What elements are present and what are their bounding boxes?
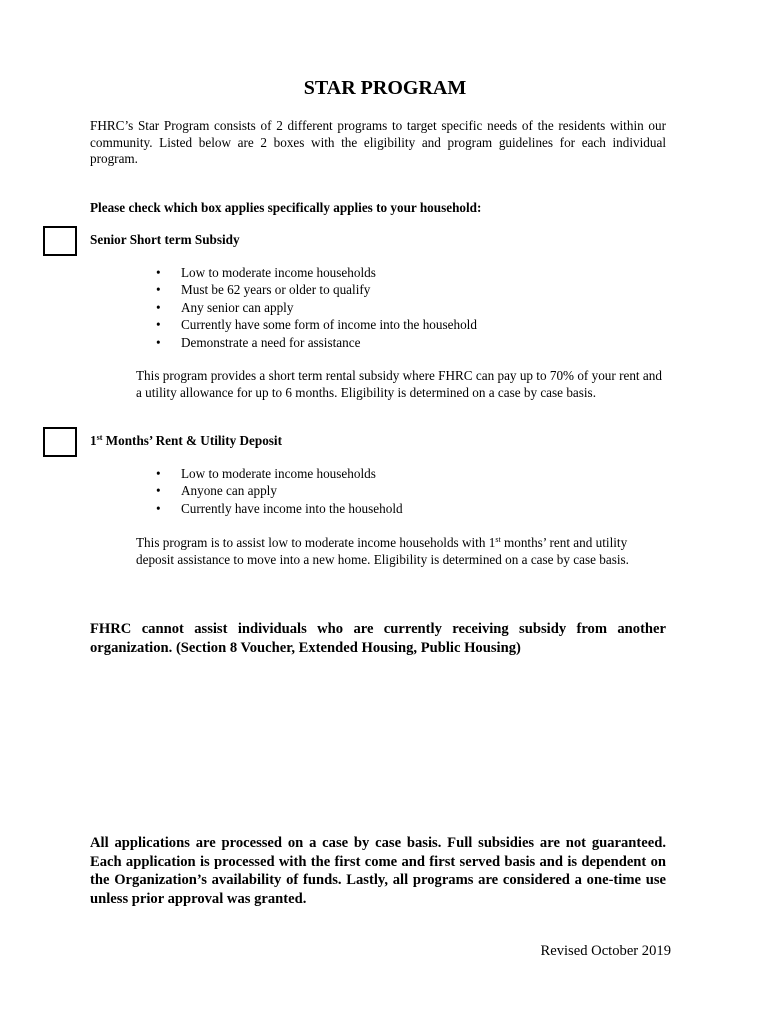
list-item: • Currently have some form of income into the household xyxy=(156,316,477,333)
list-item: • Must be 62 years or older to qualify xyxy=(156,281,477,298)
list-item: • Currently have income into the household xyxy=(156,500,403,517)
list-item: • Low to moderate income households xyxy=(156,465,403,482)
list-item: • Low to moderate income households xyxy=(156,264,477,281)
senior-subsidy-heading: Senior Short term Subsidy xyxy=(90,232,240,247)
description-ordinal: st xyxy=(495,535,501,544)
rent-deposit-description xyxy=(136,534,668,568)
senior-subsidy-description: This program provides a short term rental subsidy where FHRC can pay up to 70% of your rent and a utility allowance for up to 6 months. Eligibility is determined on a case by case basis. xyxy=(136,368,662,400)
description-text: months’ rent and utility deposit assistance to move into a new home. Eligibility is determined on a case by case basis. xyxy=(136,535,629,567)
senior-subsidy-checkbox[interactable] xyxy=(43,226,77,256)
document-title: STAR PROGRAM xyxy=(303,77,467,99)
revision-date: Revised October 2019 xyxy=(540,943,671,959)
instruction-text: Please check which box applies specifically applies to your household: xyxy=(90,200,482,215)
rent-deposit-heading xyxy=(90,433,282,449)
senior-subsidy-bullet-list xyxy=(156,264,477,351)
rent-deposit-checkbox[interactable] xyxy=(43,427,77,457)
description-text: This program is to assist low to moderate income households with 1 xyxy=(136,535,496,550)
eligibility-notice: FHRC cannot assist individuals who are currently receiving subsidy from another organization. (Section 8 Voucher, Extended Housing, Public Housing) xyxy=(90,621,666,656)
list-item: • Any senior can apply xyxy=(156,299,477,316)
list-item: • Demonstrate a need for assistance xyxy=(156,334,477,351)
list-item: • Anyone can apply xyxy=(156,482,403,499)
rent-deposit-bullet-list xyxy=(156,465,403,517)
heading-text: Months’ Rent & Utility Deposit xyxy=(102,433,282,448)
intro-paragraph: FHRC’s Star Program consists of 2 different programs to target specific needs of the residents within our community. Listed below are 2 boxes with the eligibility and program guidelines for each individual program. xyxy=(90,118,666,166)
processing-note: All applications are processed on a case by case basis. Full subsidies are not guaranteed. Each application is processed with the first come and first served basis and is dependent on the Organization’s availability of funds. Lastly, all programs are considered a one-time use unless prior approval was granted. xyxy=(90,835,666,907)
heading-number: 1 xyxy=(90,433,97,448)
heading-ordinal: st xyxy=(96,433,103,442)
